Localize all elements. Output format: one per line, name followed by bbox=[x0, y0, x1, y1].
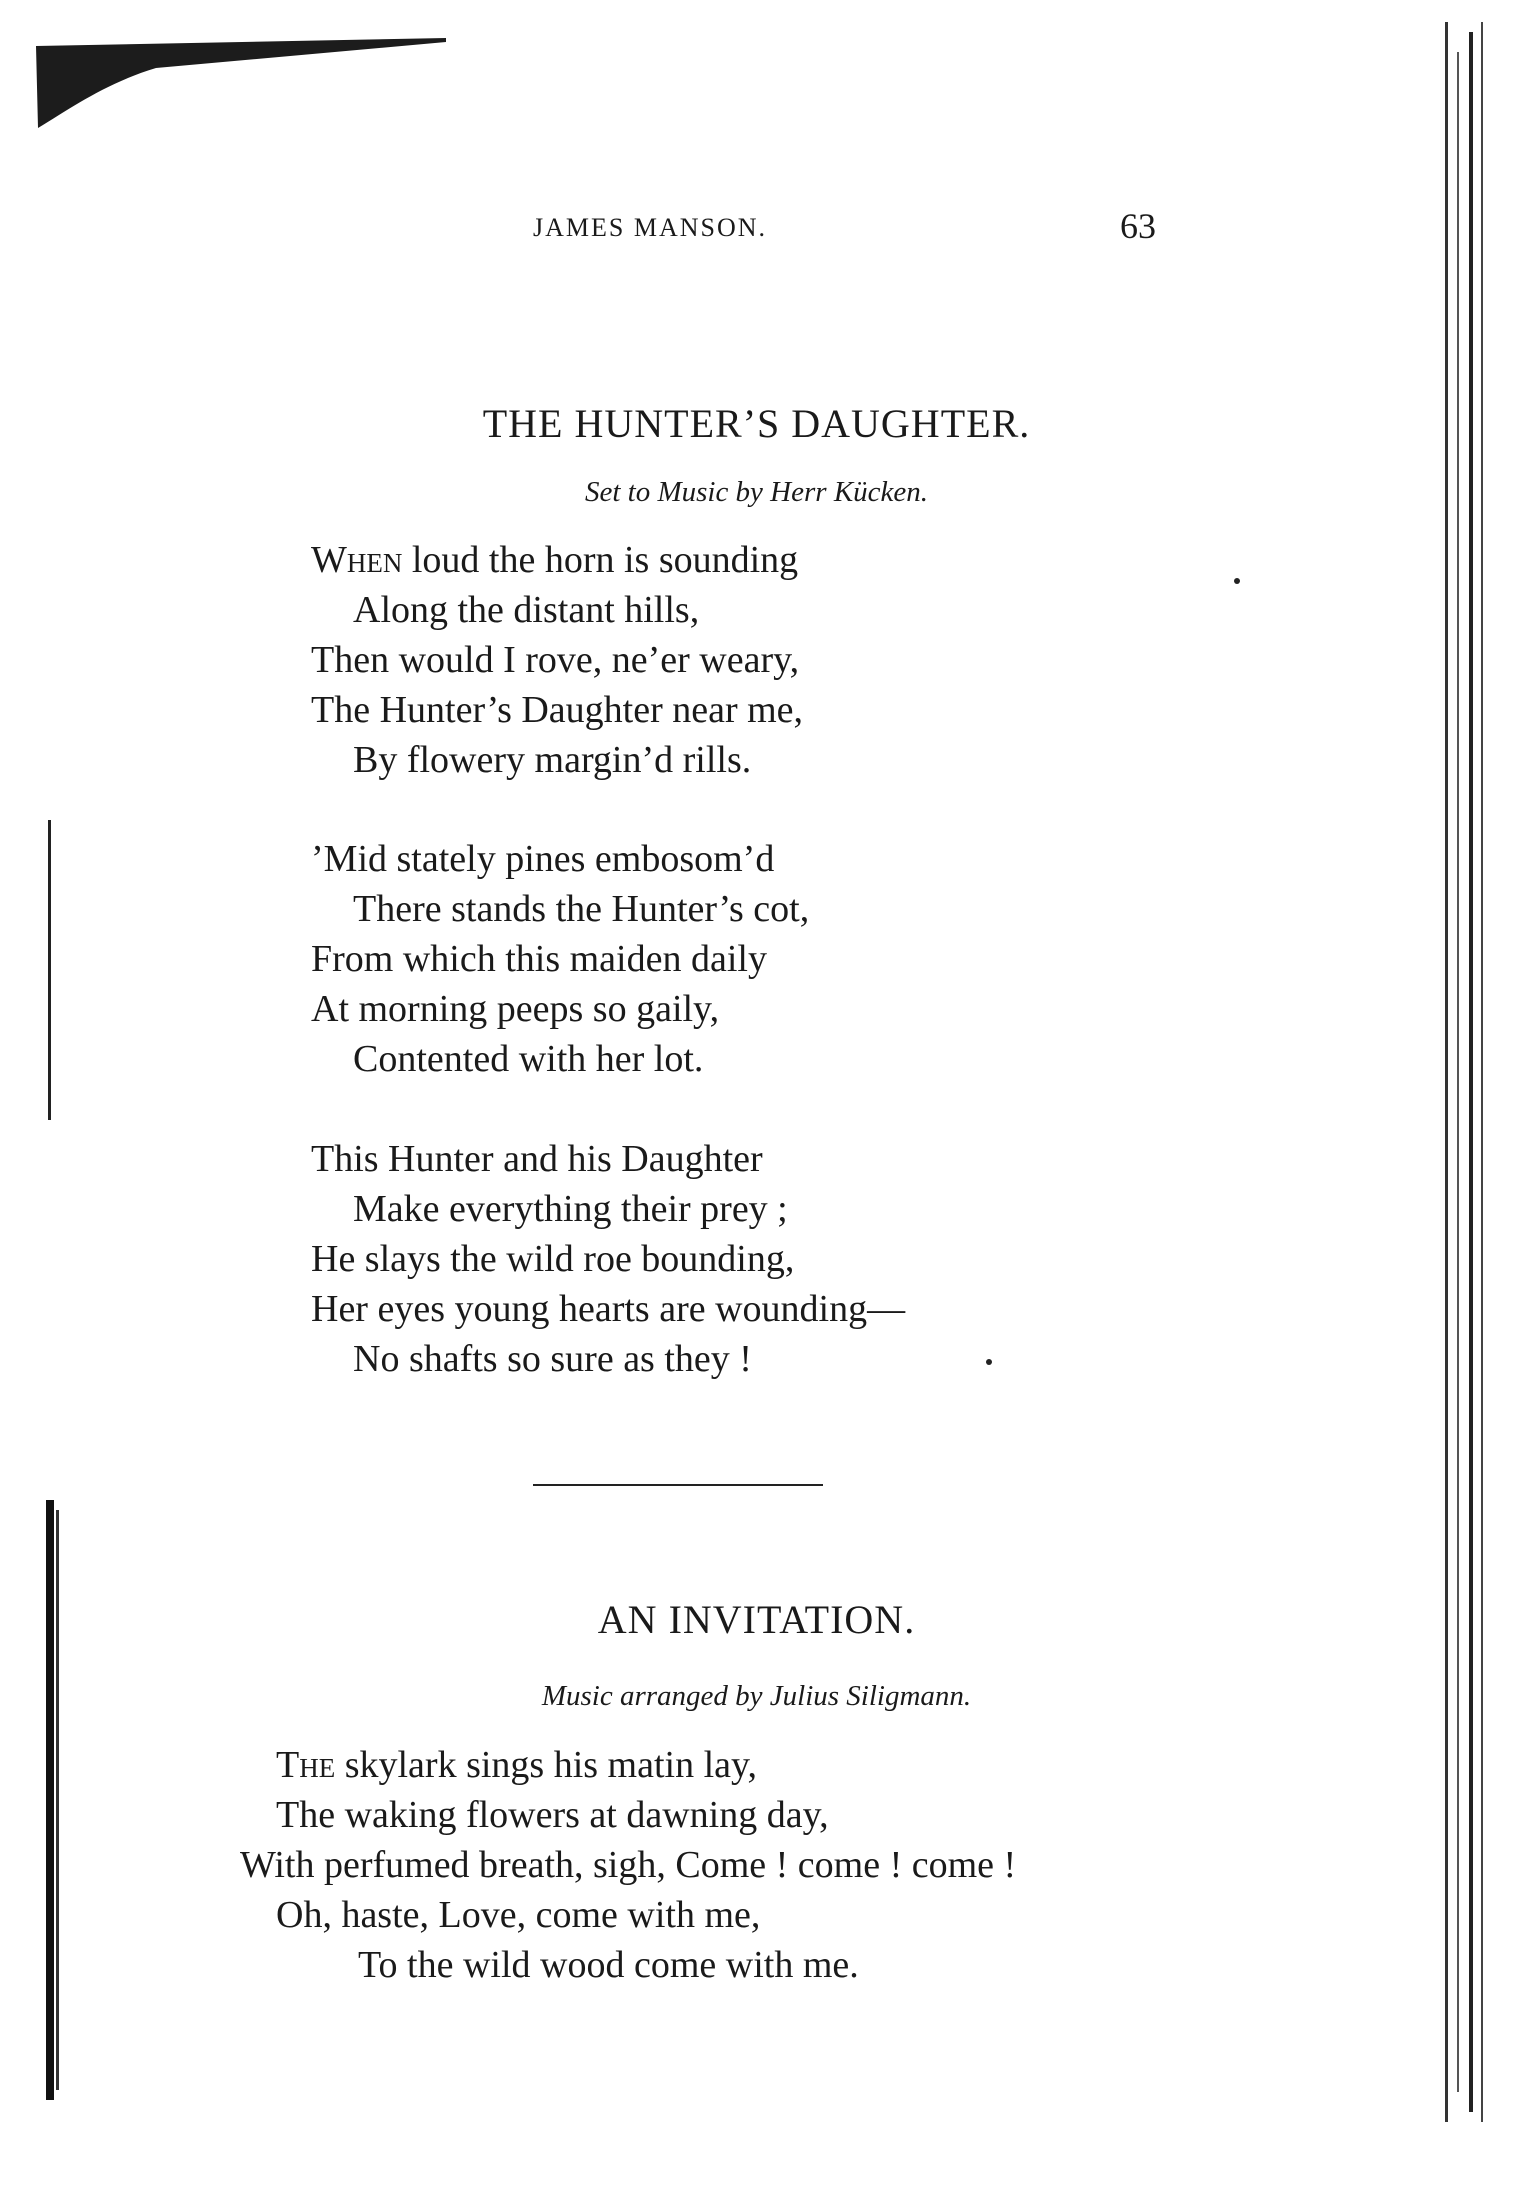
running-head-title: JAMES MANSON. bbox=[533, 213, 768, 242]
stanza bbox=[311, 834, 809, 1084]
verse-line: There stands the Hunter’s cot, bbox=[353, 888, 810, 930]
verse-line: To the wild wood come with me. bbox=[358, 1944, 859, 1986]
ink-speck bbox=[1234, 578, 1240, 584]
verse-line: No shafts so sure as they ! bbox=[353, 1338, 752, 1380]
verse-line: Oh, haste, Love, come with me, bbox=[276, 1894, 761, 1936]
section-divider bbox=[533, 1484, 823, 1486]
verse-line: Contented with her lot. bbox=[353, 1038, 704, 1080]
verse-line: Along the distant hills, bbox=[353, 589, 700, 631]
verse-line: When loud the horn is sounding bbox=[311, 539, 799, 581]
drop-word: When bbox=[311, 539, 403, 581]
stanza bbox=[311, 1134, 905, 1384]
stanza bbox=[311, 535, 803, 785]
page-edge-shadow bbox=[40, 820, 68, 2120]
ink-speck bbox=[986, 1359, 992, 1365]
verse-line: This Hunter and his Daughter bbox=[311, 1138, 763, 1180]
running-head bbox=[0, 205, 1513, 245]
book-spine-edge bbox=[1435, 22, 1495, 2122]
scan-shadow-corner bbox=[36, 38, 446, 128]
verse-line: At morning peeps so gaily, bbox=[311, 988, 720, 1030]
page-number: 63 bbox=[1120, 206, 1156, 246]
verse-line: Her eyes young hearts are wounding— bbox=[311, 1288, 906, 1330]
verse-line: From which this maiden daily bbox=[311, 938, 767, 980]
verse-line: With perfumed breath, sigh, Come ! come ! come ! bbox=[240, 1844, 1017, 1886]
verse-line: By flowery margin’d rills. bbox=[353, 739, 752, 781]
stanza bbox=[240, 1740, 1016, 1990]
drop-word: The bbox=[276, 1744, 336, 1786]
verse-line: Make everything their prey ; bbox=[353, 1188, 788, 1230]
poem-subtitle: Music arranged by Julius Siligmann. bbox=[541, 1680, 972, 1712]
verse-line: The waking flowers at dawning day, bbox=[276, 1794, 829, 1836]
poem-title: AN INVITATION. bbox=[597, 1597, 916, 1642]
verse-line: He slays the wild roe bounding, bbox=[311, 1238, 795, 1280]
poem-subtitle: Set to Music by Herr Kücken. bbox=[584, 476, 929, 508]
verse-line: Then would I rove, ne’er weary, bbox=[311, 639, 800, 681]
verse-line: The Hunter’s Daughter near me, bbox=[311, 689, 804, 731]
verse-line: ’Mid stately pines embosom’d bbox=[311, 838, 775, 880]
verse-line: The skylark sings his matin lay, bbox=[276, 1744, 758, 1786]
poem-title: THE HUNTER’S DAUGHTER. bbox=[482, 401, 1031, 446]
